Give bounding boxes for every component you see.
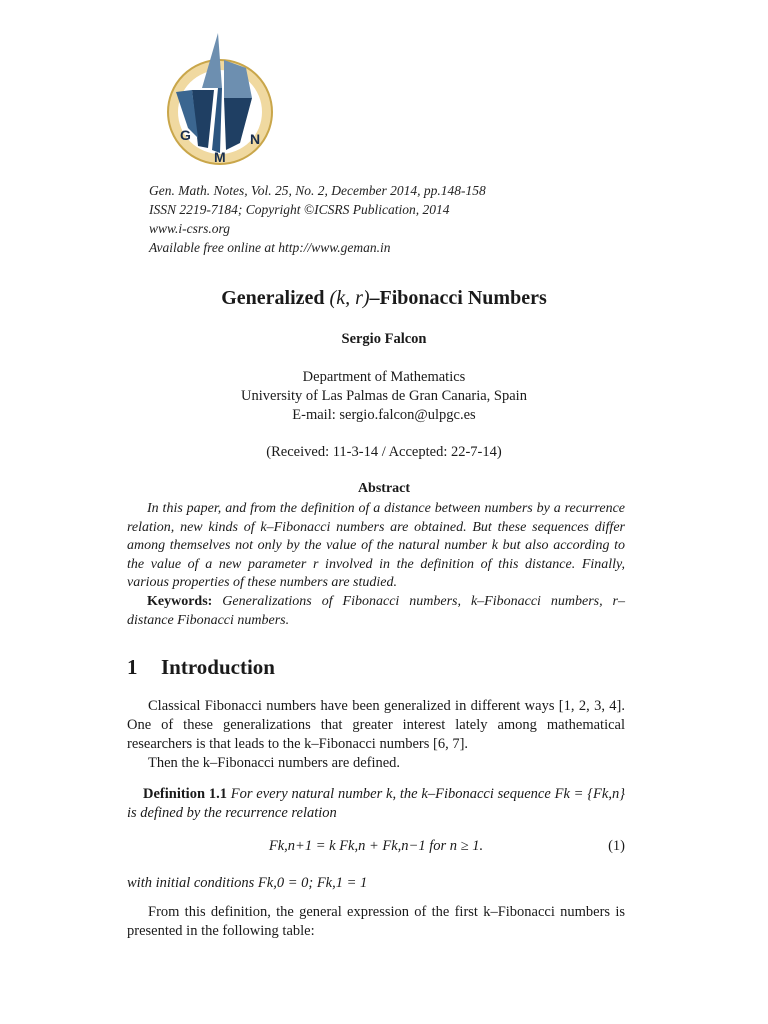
gmn-logo-icon — [162, 28, 280, 168]
abstract-text: In this paper, and from the definition of a distance between numbers by a recurrence relation, new kinds of k–Fibonacci numbers are obtained. But these sequences differ among themselves not only by the value of the natural number k but also according to the value of a new parameter r involved in the definition of this distance. Finally, various properties of these numbers are studied. — [127, 501, 625, 591]
logo-letter-n: N — [250, 131, 261, 147]
university: University of Las Palmas de Gran Canaria, Spain — [241, 388, 527, 404]
journal-header — [149, 181, 486, 257]
received-dates: (Received: 11-3-14 / Accepted: 22-7-14) — [266, 444, 502, 460]
title-math: (k, r) — [329, 287, 370, 309]
equation-number: (1) — [608, 838, 625, 854]
logo-blade-2 — [202, 33, 222, 88]
definition-text: For every natural number k, the k–Fibonacci sequence Fk = {Fk,n} is defined by the recurrence relation — [127, 786, 626, 821]
definition-1-1 — [127, 785, 625, 823]
title-suffix: –Fibonacci Numbers — [369, 287, 547, 309]
equation-body: Fk,n+1 = k Fk,n + Fk,n−1 for n ≥ 1. — [268, 838, 484, 854]
title-prefix: Generalized — [221, 287, 330, 309]
intro-paragraph-3: From this definition, the general expression of the first k–Fibonacci numbers is presented in the following table: — [127, 904, 625, 939]
journal-logo — [162, 28, 280, 168]
section-number: 1 — [127, 655, 138, 679]
logo-blade-4 — [224, 60, 252, 98]
journal-website[interactable]: www.i-csrs.org — [149, 221, 231, 236]
section-title: Introduction — [161, 655, 275, 679]
journal-availability[interactable]: Available free online at http://www.geman.in — [149, 240, 391, 255]
initial-conditions: with initial conditions Fk,0 = 0; Fk,1 = 1 — [127, 875, 368, 891]
department: Department of Mathematics — [302, 369, 466, 385]
intro-paragraph-2: Then the k–Fibonacci numbers are defined. — [148, 755, 401, 771]
affiliation — [0, 368, 768, 425]
keywords-label: Keywords: — [147, 594, 213, 609]
section-heading — [127, 655, 275, 680]
abstract-heading: Abstract — [357, 481, 411, 496]
definition-label: Definition 1.1 — [143, 786, 227, 802]
intro-paragraph-1: Classical Fibonacci numbers have been generalized in different ways [1, 2, 3, 4]. One of these generalizations that greater interest lately among mathematical researchers is that leads to the k–Fibonacci numbers [6, 7]. — [127, 698, 625, 752]
logo-letter-g: G — [180, 127, 191, 143]
author-name: Sergio Falcon — [341, 331, 427, 347]
journal-citation: Gen. Math. Notes, Vol. 25, No. 2, December 2014, pp.148-158 — [149, 183, 486, 198]
paper-title — [0, 287, 768, 310]
email[interactable]: E-mail: sergio.falcon@ulpgc.es — [292, 407, 476, 423]
keywords — [127, 593, 625, 630]
logo-letter-m: M — [214, 149, 226, 165]
journal-issn: ISSN 2219-7184; Copyright ©ICSRS Publication, 2014 — [149, 202, 450, 217]
keywords-text: Generalizations of Fibonacci numbers, k–Fibonacci numbers, r–distance Fibonacci numbers. — [127, 594, 626, 628]
